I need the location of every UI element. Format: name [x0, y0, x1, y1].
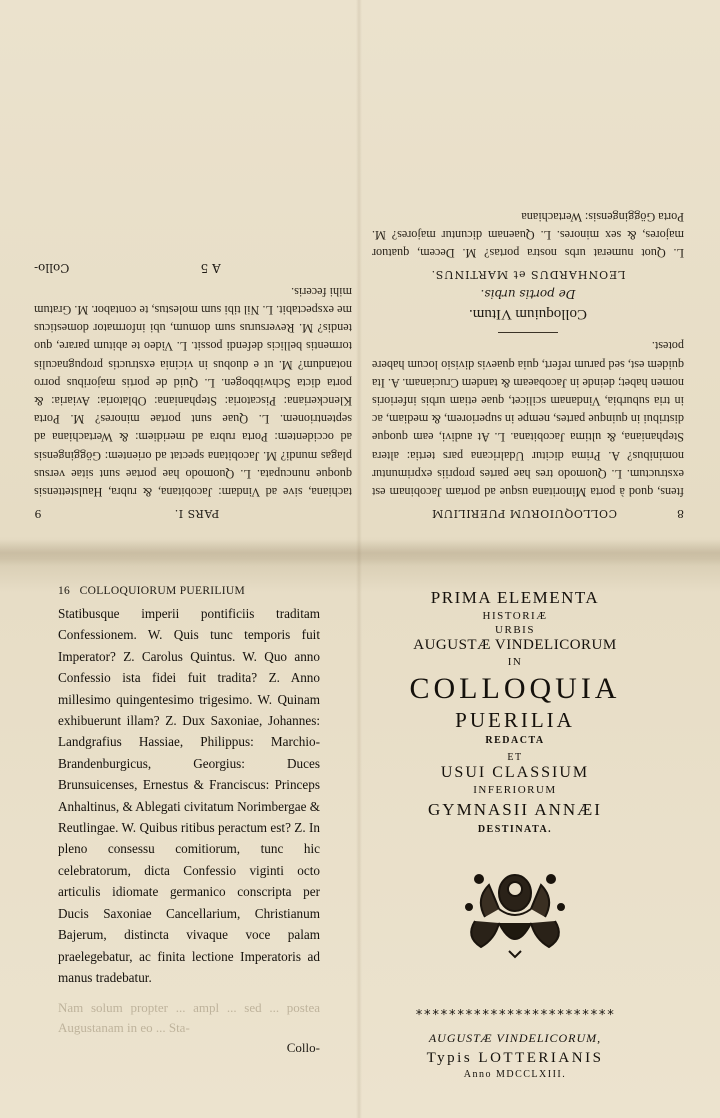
title-line-1: PRIMA ELEMENTA	[430, 588, 600, 607]
title-line-13: DESTINATA.	[477, 824, 553, 835]
page-number: 9	[34, 507, 42, 520]
page-16	[58, 585, 320, 1105]
show-through-text: Nam solum propter ... ampl ... sed ... postea Augustanam in eo ... Sta-	[58, 1000, 320, 1036]
title-line-9: ET	[507, 752, 523, 763]
page-number: 16	[58, 585, 71, 597]
star-rule: ************************	[415, 1008, 615, 1023]
rule	[498, 332, 558, 333]
title-line-12: GYMNASII ANNÆI	[428, 800, 602, 819]
running-head-text: COLLOQUIORUM PUERILIUM	[79, 585, 245, 597]
imprint-printer: Typis LOTTERIANIS	[426, 1050, 604, 1066]
colloquium-title: Colloquium VItum.	[468, 306, 588, 323]
title-line-7: PUERILIA	[455, 708, 575, 732]
page-text: ftens, quod à porta Minoritana usque ad portam Jacobinam est exstructum. L. Quomodo tres hae partes propriis exprimuntur nominibus? A. Prima dicitur Udalricana pars tertia: altera Stephaniana, & ultima Jacobitana. L. At audivi, eam quoque distribui in quinque partes, nempe in superiorem, & mediam, ac in tria suburbia, Vindanam scilicet, quae etiam urbis inferioris nomen habet; deinde in Jacobaeam & tandem Crucianam. A. Ita quidem est, sed parum refert, quia quaevis divisio locum habere potest.	[372, 339, 684, 499]
title-line-4: AUGUSTÆ VINDELICORUM	[413, 637, 617, 653]
imprint-year: Anno MDCCLXIII.	[463, 1069, 567, 1080]
title-line-6: COLLOQUIA	[409, 672, 621, 705]
running-head-text: PARS I.	[174, 507, 220, 520]
page-text: Statibusque imperii pontificiis traditam Confessionem. W. Quis tunc temporis fuit Imperator? Z. Carolus Quintus. W. Quo anno Confessio ista fidei fuit tradita? Z. Anno millesimo quingentesimo trigesimo. W. Quinam exhibuerunt illam? Z. Dux Saxoniae, Johannes: Landgrafius Hassiae, Philippus: Marchio-Brandenburgicus, Georgius: Duces Brunsuicenses, Ernestus & Franciscus: Princeps Anhaltinus, & Ablegati civitatum Norimbergae & Reutlingae. W. Quibus ritibus peractum est? Z. In pleno consessu comitiorum, tunc hic celebratorum, dicta Confessio viginti octo articulis idiomate germanico conscripta per Ducis Saxoniae Cancellarium, Christianum Bajerum, distincta vivaque voce palam praelegebatur, ac finita lectione Imperatoris ad manus tradebatur.	[58, 606, 320, 985]
page-text: tachiana, sive ad Vindam: Jacobitana, & rubra, Haulstettensis quoque nuncupata. L. Quomodo hae portae sunt sitae versus plagas mundi? M. Jacobitana spectat ad orientem: Göggingensis ad occidentem: Porta rubra ad meridiem: & Wertachiana ad septentrionem. L. Quae sunt portae minores? M. Porta Klenckeriana: Piscatoria: Stephaniana: Oblatoria: Aviaria: & porta dicta Schwibbogen. L. Quid de portis majoribus porro notandum? M. ut e duobus in vicinia exstructis propugnaculis tormentis bellicis defendi possit. L. Video te abitum parare, quo tendis? M. Reversurus sum domum, ubi informator domesticus me exspectabit. L. Nil tibi sum molestus, te contabor. M. Gratum mihi feceris.	[34, 284, 352, 499]
upside-down-page-9	[34, 30, 352, 520]
running-head	[372, 507, 684, 520]
running-head-text: COLLOQUIORUM PUERILIUM	[431, 507, 617, 520]
page-number: 8	[676, 507, 684, 520]
title-line-8: REDACTA	[485, 735, 545, 746]
colloquium-subtitle: De portis urbis.	[480, 287, 576, 302]
catchword: Collo-	[286, 1040, 320, 1056]
title-page	[380, 588, 650, 1088]
title-line-3: URBIS	[495, 624, 535, 636]
upside-down-page-8	[372, 30, 684, 520]
signature-mark: A 5	[200, 260, 221, 275]
title-line-11: INFERIORUM	[473, 784, 557, 796]
colloquium-persons: LEONHARDUS et MARTINUS.	[430, 268, 626, 282]
title-line-10: USUI CLASSIUM	[440, 764, 590, 781]
catchword: Collo-	[34, 260, 70, 275]
running-head	[34, 507, 352, 520]
page-footer	[34, 261, 352, 275]
vertical-fold	[356, 0, 362, 1118]
title-line-2: HISTORIÆ	[482, 610, 548, 622]
imprint-place: AUGUSTÆ VINDELICORUM,	[428, 1031, 602, 1045]
printer-ornament-icon	[455, 859, 575, 959]
title-line-5: IN	[507, 656, 523, 668]
running-head	[58, 585, 320, 597]
page-text-continued: L. Quot numerat urbs nostra portas? M. Decem, quatuor majores, & sex minores. L. Quaenam dicuntur majores? M. Porta Göggingensis: Wertachiana	[372, 209, 684, 261]
